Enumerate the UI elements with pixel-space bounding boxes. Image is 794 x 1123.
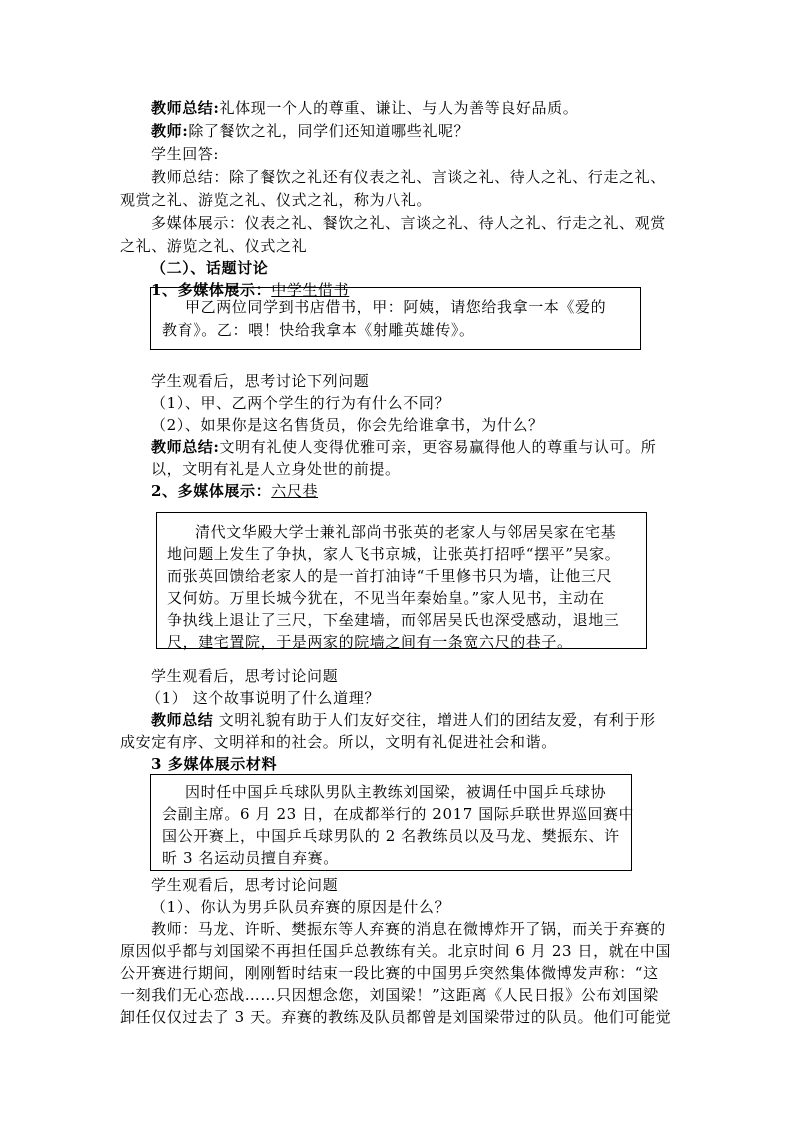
question-intro: 学生观看后，思考讨论问题	[151, 876, 339, 894]
paragraph-line: 公开赛进行期间，刚刚暂时结束一段比赛的中国男乒突然集体微博发声称：“这	[120, 964, 659, 982]
box-line: 尺，建宅置院，于是两家的院墙之间有一条宽六尺的巷子。	[167, 633, 573, 651]
question-intro: 学生观看后，思考讨论下列问题	[151, 372, 370, 390]
paragraph-teacher-summary-1	[151, 97, 578, 120]
item-heading-3: 3 多媒体展示材料	[151, 755, 278, 773]
box-line: 清代文华殿大学士兼礼部尚书张英的老家人与邻居吴家在宅基	[195, 523, 617, 541]
paragraph-line: 卸任仅仅过去了 3 天。弃赛的教练及队员都曾是刘国梁带过的队员。他们可能觉	[120, 1008, 672, 1026]
paragraph-label: 教师总结:	[151, 99, 220, 117]
summary-label: 教师总结:	[151, 438, 220, 456]
section-heading: （二）、话题讨论	[151, 259, 269, 277]
paragraph-text: 除了餐饮之礼，同学们还知道哪些礼呢？	[188, 122, 470, 140]
question-intro: 学生观看后，思考讨论问题	[151, 667, 339, 685]
paragraph-text: 礼体现一个人的尊重、谦让、与人为善等良好品质。	[219, 99, 579, 117]
item-prefix: 2、多媒体展示：	[151, 482, 272, 500]
box-line: 会副主席。6 月 23 日，在成都举行的 2017 国际乒联世界巡回赛中	[162, 805, 635, 823]
question-item: （1）、甲、乙两个学生的行为有什么不同？	[151, 394, 451, 412]
teacher-summary-2	[151, 436, 656, 459]
summary-text: 文明有礼使人变得优雅可亲，更容易赢得他人的尊重与认可。所	[219, 438, 657, 456]
box-line: 教育》。乙：喂！快给我拿本《射雕英雄传》。	[162, 321, 475, 339]
item-title: 六尺巷	[271, 482, 319, 500]
box-line: 地问题上发生了争执，家人飞书京城，让张英打招呼“摆平”吴家。	[167, 545, 621, 563]
question-item: （1） 这个故事说明了什么道理？	[146, 689, 380, 707]
paragraph-line: 原因似乎都与刘国梁不再担任国乒总教练有关。北京时间 6 月 23 日，就在中国	[120, 942, 672, 960]
paragraph-line: 多媒体展示：仪表之礼、餐饮之礼、言谈之礼、待人之礼、行走之礼、观赏	[151, 214, 666, 232]
paragraph-label: 教师:	[151, 122, 189, 140]
box-line: 国公开赛上，中国乒乓球男队的 2 名教练员以及马龙、樊振东、许	[162, 827, 620, 845]
question-item: （2）、如果你是这名售货员，你会先给谁拿书，为什么？	[151, 416, 544, 434]
summary-line: 以，文明有礼是人立身处世的前提。	[151, 460, 401, 478]
paragraph-line: 一刻我们无心恋战……只因想念您，刘国梁！”这距离《人民日报》公布刘国梁	[120, 986, 659, 1004]
box-line: 甲乙两位同学到书店借书，甲：阿姨，请您给我拿一本《爱的	[185, 298, 607, 316]
summary-label: 教师总结	[151, 711, 214, 729]
summary-text: 文明礼貌有助于人们友好交往，增进人们的团结友爱，有利于形	[218, 711, 656, 729]
box-line: 又何妨。万里长城今犹在，不见当年秦始皇。”家人见书，主动在	[167, 589, 605, 607]
paragraph-student-answer: 学生回答:	[151, 145, 220, 163]
box-line: 争执线上退让了三尺，下垒建墙，而邻居吴氏也深受感动，退地三	[167, 611, 620, 629]
paragraph-teacher-question	[151, 120, 469, 143]
paragraph-line: 之礼、游览之礼、仪式之礼	[120, 237, 308, 255]
paragraph-line: 教师：马龙、许昕、樊振东等人弃赛的消息在微博炸开了锅，而关于弃赛的	[151, 920, 666, 938]
teacher-summary-3	[151, 709, 656, 732]
item-heading-2	[151, 480, 318, 503]
summary-line: 成安定有序、文明祥和的社会。所以，文明有礼促进社会和谐。	[120, 733, 557, 751]
paragraph-line: 教师总结：除了餐饮之礼还有仪表之礼、言谈之礼、待人之礼、行走之礼、	[151, 168, 666, 186]
box-line: 因时任中国乒乓球队男队主教练刘国梁，被调任中国乒乓球协	[185, 783, 607, 801]
item-title: 中学生借书	[271, 281, 350, 299]
box-line: 昕 3 名运动员擅自弃赛。	[162, 849, 339, 867]
paragraph-line: 观赏之礼、游览之礼、仪式之礼，称为八礼。	[120, 191, 433, 209]
question-item: （1）、你认为男乒队员弃赛的原因是什么？	[151, 898, 451, 916]
item-prefix: 1、多媒体展示：	[151, 281, 272, 299]
box-line: 而张英回馈给老家人的是一首打油诗“千里修书只为墙，让他三尺	[167, 567, 613, 585]
